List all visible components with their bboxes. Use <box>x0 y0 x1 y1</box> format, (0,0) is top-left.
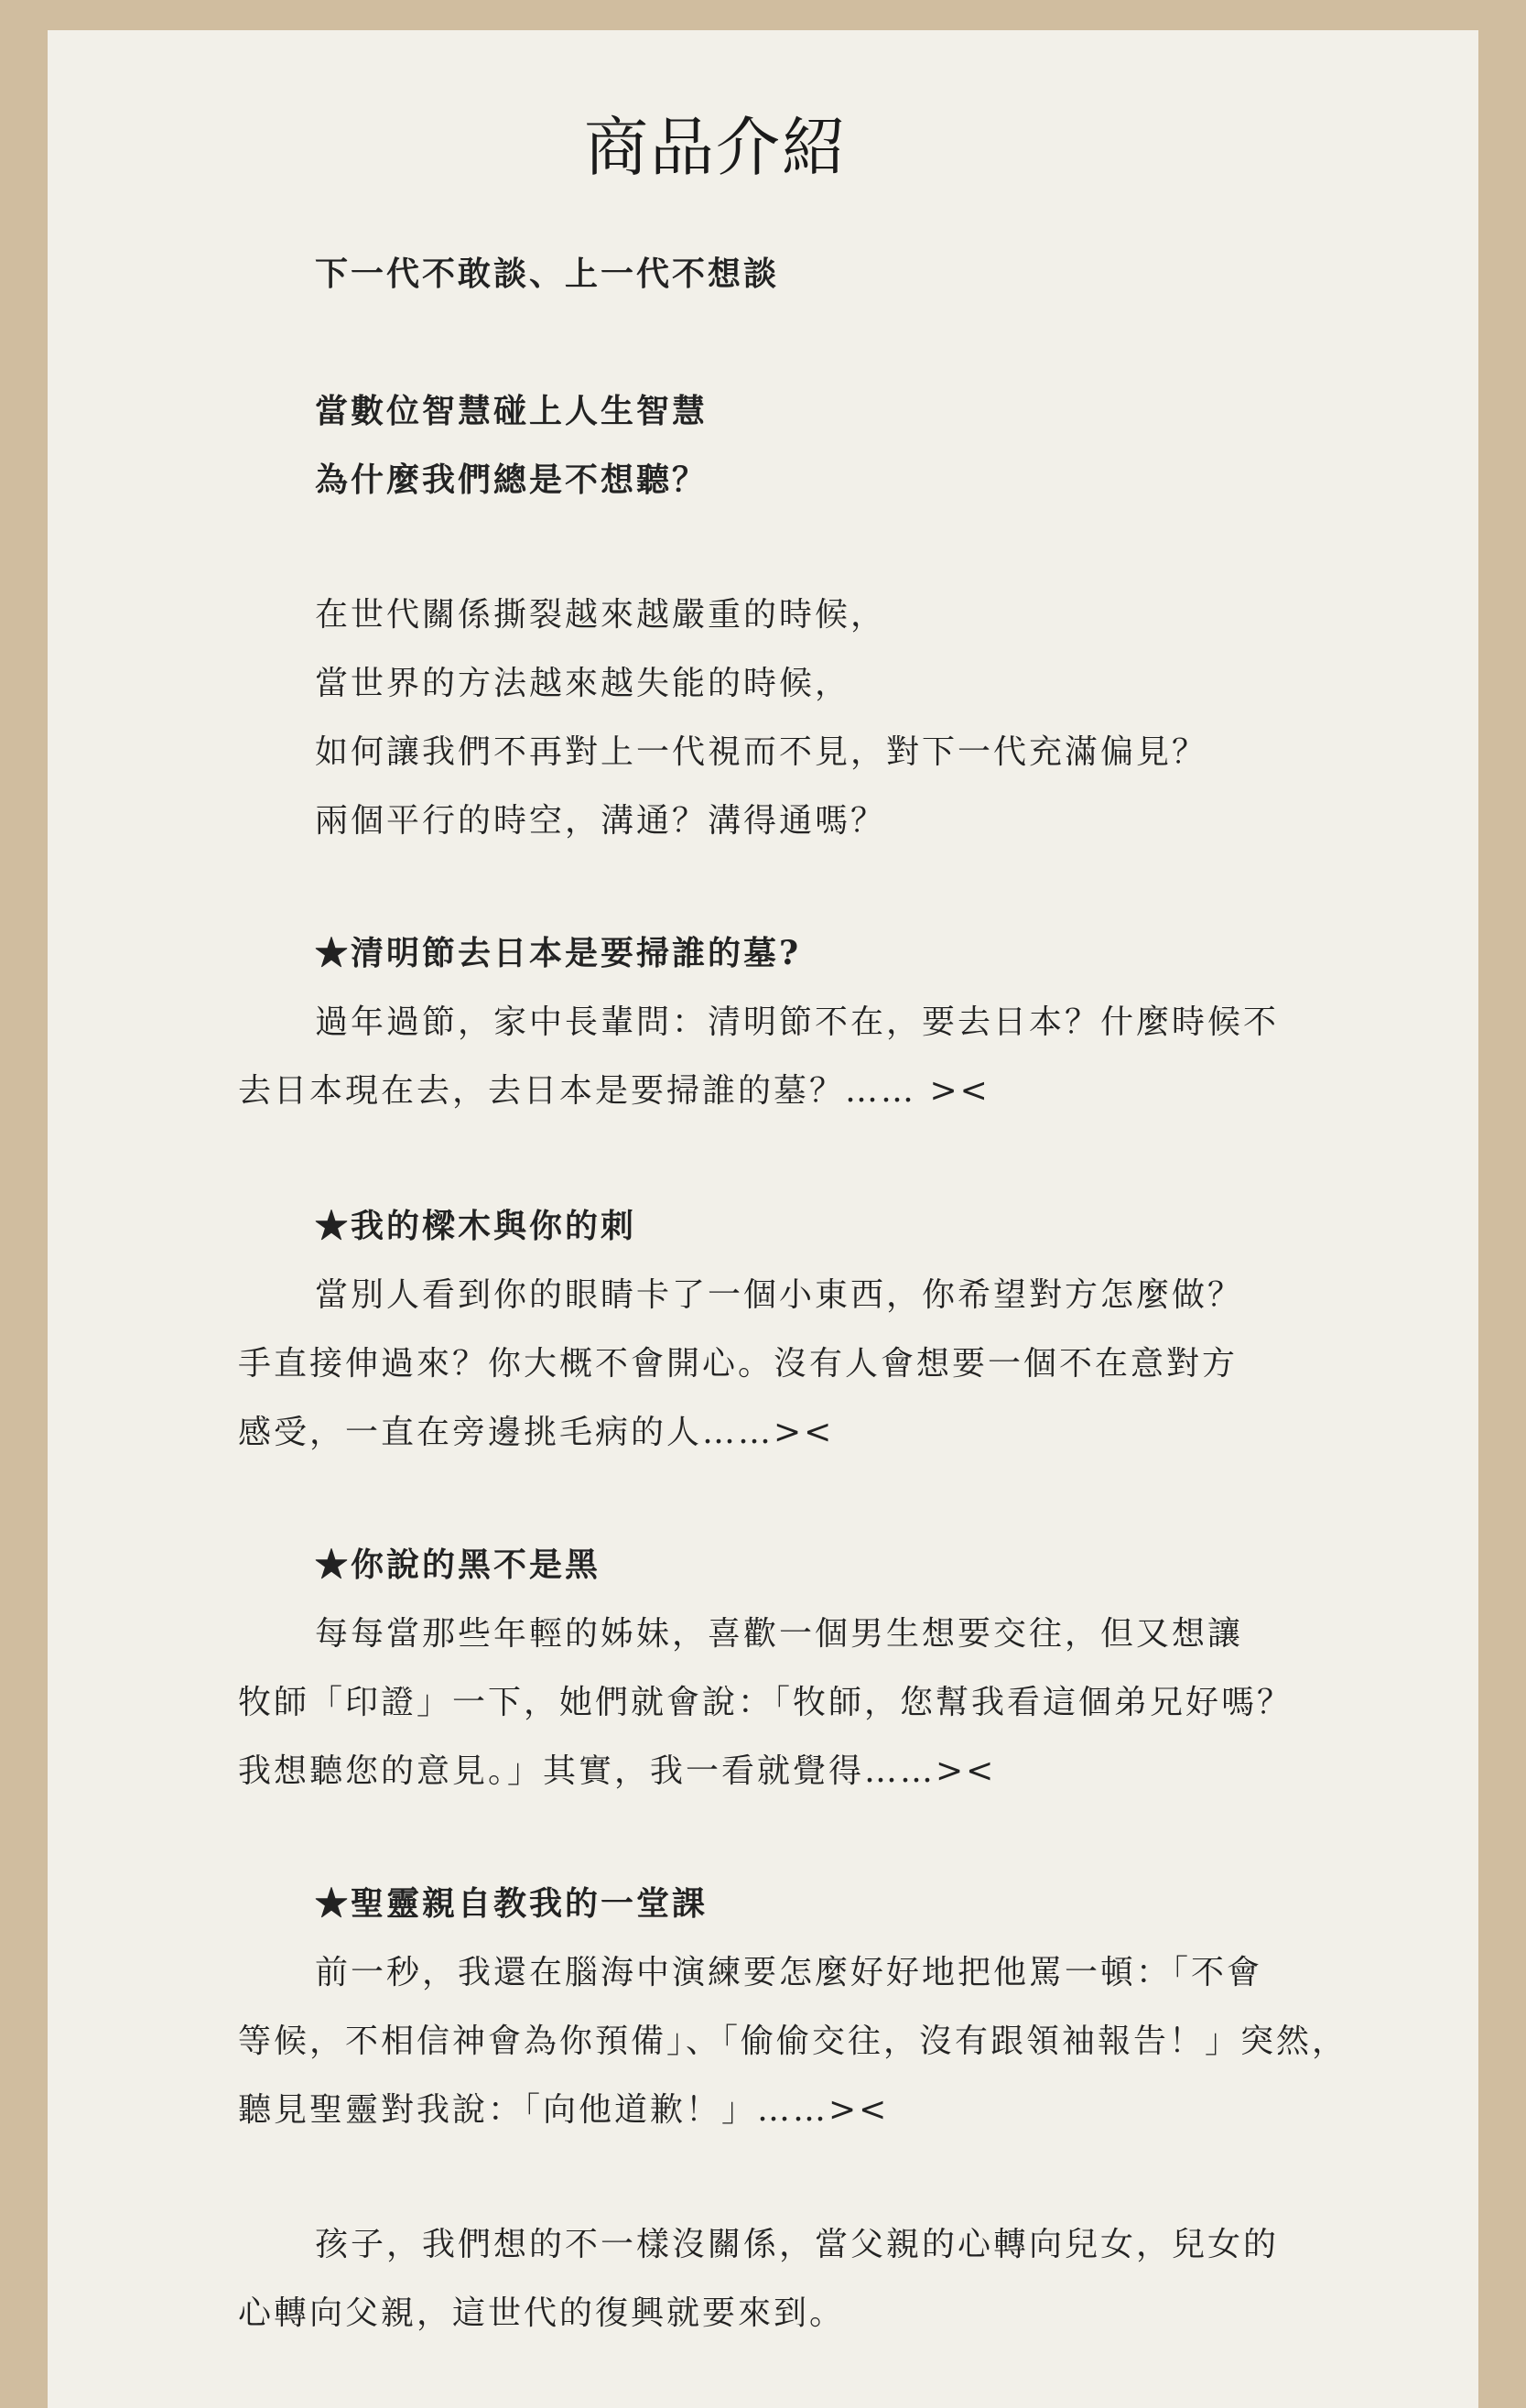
section-line: 牧師「印證」一下，她們就會說：「牧師，您幫我看這個弟兄好嗎？ <box>238 1684 1293 1721</box>
section-heading: ★清明節去日本是要掃誰的墓? <box>315 934 802 972</box>
section-heading: ★我的樑木與你的刺 <box>315 1207 637 1245</box>
paragraph-line: 兩個平行的時空，溝通？溝得通嗎？ <box>315 802 887 840</box>
section-line: 感受，一直在旁邊挑毛病的人……>< <box>238 1414 835 1451</box>
content-panel <box>48 30 1478 2408</box>
intro-line: 當數位智慧碰上人生智慧 <box>315 392 709 430</box>
closing-line: 孩子，我們想的不一樣沒關係，當父親的心轉向兒女，兒女的 <box>315 2226 1280 2263</box>
section-heading: ★聖靈親自教我的一堂課 <box>315 1884 709 1923</box>
closing-line: 心轉向父親，這世代的復興就要來到。 <box>238 2294 846 2332</box>
section-heading: ★你說的黑不是黑 <box>315 1546 601 1584</box>
paragraph-line: 在世代關係撕裂越來越嚴重的時候， <box>315 596 887 634</box>
page-title: 商品介紹 <box>584 110 848 185</box>
section-line: 去日本現在去，去日本是要掃誰的墓？…… >< <box>238 1072 990 1110</box>
paragraph-line: 如何讓我們不再對上一代視而不見，對下一代充滿偏見？ <box>315 733 1208 771</box>
section-line: 每每當那些年輕的姊妹，喜歡一個男生想要交往，但又想讓 <box>315 1615 1244 1653</box>
section-line: 前一秒，我還在腦海中演練要怎麼好好地把他罵一頓：「不會 <box>315 1954 1263 1991</box>
section-line: 聽見聖靈對我說：「向他道歉！」……>< <box>238 2091 890 2129</box>
section-line: 當別人看到你的眼睛卡了一個小東西，你希望對方怎麼做？ <box>315 1276 1244 1314</box>
section-line: 我想聽您的意見。」其實，我一看就覺得……>< <box>238 1752 997 1790</box>
section-line: 等候，不相信神會為你預備」、「偷偷交往，沒有跟領袖報告！」突然， <box>238 2023 1348 2060</box>
intro-line: 為什麼我們總是不想聽？ <box>315 461 709 499</box>
section-line: 過年過節，家中長輩問：清明節不在，要去日本？什麼時候不 <box>315 1003 1280 1041</box>
paragraph-line: 當世界的方法越來越失能的時候， <box>315 665 851 702</box>
section-line: 手直接伸過來？你大概不會開心。沒有人會想要一個不在意對方 <box>238 1345 1239 1383</box>
intro-line: 下一代不敢談、上一代不想談 <box>315 255 780 293</box>
